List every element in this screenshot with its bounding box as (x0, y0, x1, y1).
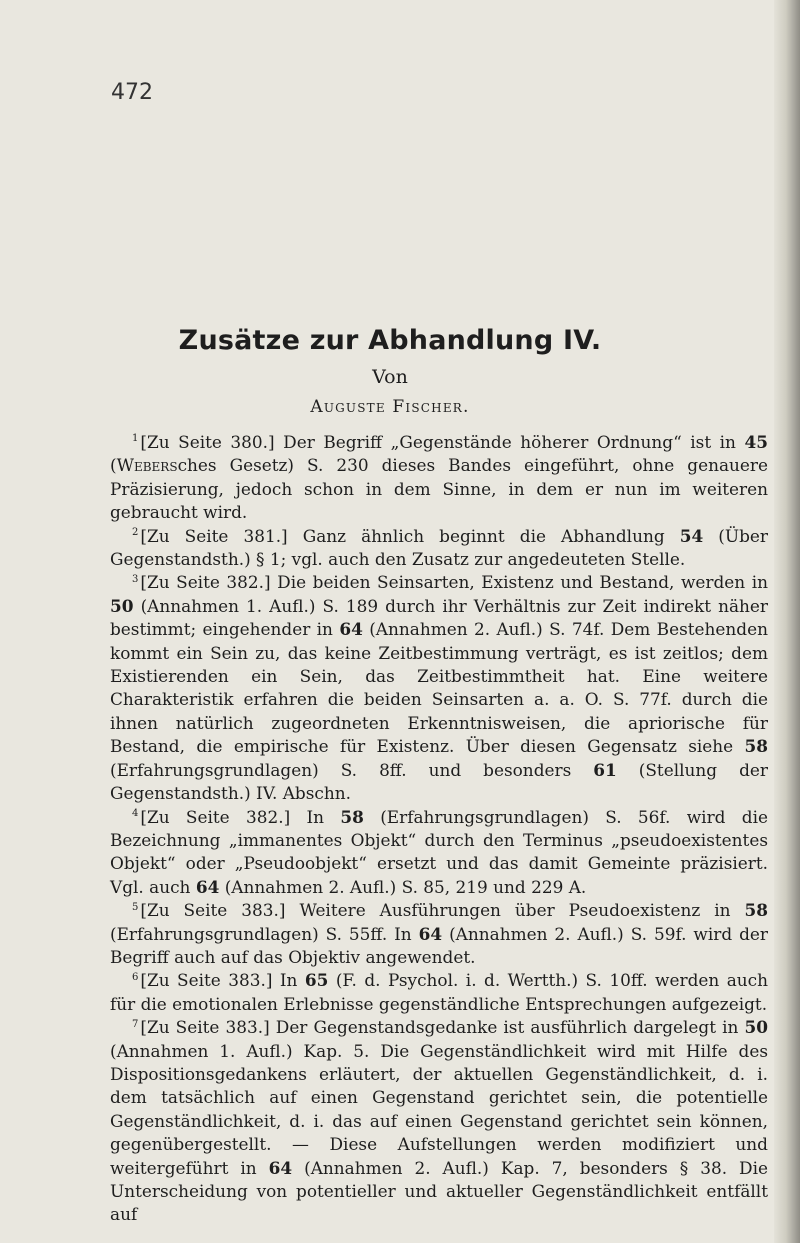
note-ref-number: 61 (593, 759, 617, 780)
note-text: (Erfahrungsgrundlagen) S. 8ff. und besonders (110, 759, 594, 780)
note-number: 7 (132, 1018, 139, 1030)
note-text: [Zu Seite 382.] Die beiden Seinsarten, Existenz und Bestand, werden in (140, 572, 768, 593)
byline: Von (372, 366, 408, 388)
note-6 (110, 969, 768, 1016)
note-text: [Zu Seite 380.] Der Begriff „Gegenstände höherer Ordnung“ ist in (140, 432, 745, 452)
note-ref-number: 45 (744, 432, 768, 452)
note-ref-number: 64 (339, 619, 363, 640)
note-5 (110, 899, 768, 969)
note-text: ( (110, 455, 117, 476)
chapter-title: Zusätze zur Abhandlung IV. (178, 325, 602, 356)
note-text: (Erfahrungsgrundlagen) S. 56f. wird die Bezeichnung „immanentes Objekt“ durch den Terminus „pseudoexistentes Objekt“ oder „Pseudoobjekt“ ersetzt und das damit Gemeinte präzisiert. Vgl. auch (110, 806, 769, 897)
note-text: (Annahmen 2. Aufl.) S. 85, 219 und 229 A. (219, 876, 587, 897)
note-ref-number: 64 (418, 923, 443, 944)
note-text: (F. d. Psychol. i. d. Wertth.) S. 10ff. werden auch für die emotionalen Erlebnisse gegenständliche Entsprechungen aufgezeigt. (110, 970, 768, 1014)
note-ref-number: 50 (110, 595, 134, 616)
note-text: (Annahmen 2. Aufl.) S. 74f. Dem Bestehenden kommt ein Sein zu, das keine Zeitbestimmung verträgt, es ist zeitlos; dem Existierenden ein Sein, das Zeitbestimmtheit hat. Eine weitere Charakteristik erfahren die beiden Seinsarten a. a. O. S. 77f. durch die ihnen natürlich zugeordneten Erkenntnisweisen, die apriorische für Bestand, die empirische für Existenz. Über diesen Gegensatz siehe (110, 619, 768, 757)
note-number: 1 (132, 433, 139, 445)
page-number: 472 (111, 80, 153, 105)
author-name: Auguste Fischer. (310, 397, 470, 417)
note-ref-number: 58 (744, 900, 768, 921)
note-text: [Zu Seite 381.] Ganz ähnlich beginnt die Abhandlung (140, 525, 680, 546)
note-text: [Zu Seite 383.] Der Gegenstandsgedanke ist ausführlich dargelegt in (140, 1017, 745, 1038)
note-number: 2 (132, 527, 139, 538)
note-ref-number: 50 (744, 1017, 768, 1038)
note-number: 6 (132, 971, 139, 983)
note-ref-number: 54 (679, 525, 704, 546)
note-number: 3 (132, 573, 139, 585)
note-number: 5 (132, 901, 139, 913)
note-4 (110, 806, 768, 900)
page-edge-shadow (774, 0, 800, 1243)
note-2 (110, 525, 768, 572)
note-ref-number: 65 (304, 970, 329, 991)
note-3 (110, 571, 768, 805)
note-text: (Annahmen 1. Aufl.) Kap. 5. Die Gegenständlichkeit wird mit Hilfe des Dispositionsgedankens erläutert, der aktuellen Gegenständlichkeit, d. i. dem tatsächlich auf einen Gegenstand gerichtet sein, die potentielle Gegenständlichkeit, d. i. das auf einen Gegenstand gerichtet sein können, gegenübergestellt. — Diese Aufstellungen werden modifiziert und weitergeführt in (110, 1040, 768, 1178)
note-text: (Annahmen 1. Aufl.) S. 189 durch ihr Verhältnis zur Zeit indirekt näher bestimmt; eingehender in (110, 595, 768, 640)
note-number: 4 (132, 807, 139, 819)
note-text: (Annahmen 2. Aufl.) S. 59f. wird der Begriff auch auf das Objektiv angewendet. (110, 923, 768, 967)
note-text: (Erfahrungsgrundlagen) S. 55ff. In (110, 923, 419, 944)
note-ref-number: 64 (268, 1157, 293, 1178)
note-text: [Zu Seite 382.] In (140, 806, 341, 827)
note-text: [Zu Seite 383.] Weitere Ausführungen über Pseudoexistenz in (140, 900, 745, 921)
note-text: ches Gesetz) S. 230 dieses Bandes eingeführt, ohne genauere Präzisierung, jedoch schon in dem Sinne, in dem er nun im weiteren gebraucht wird. (110, 455, 768, 523)
note-text: (Annahmen 2. Aufl.) Kap. 7, besonders § 38. Die Unterscheidung von potentieller und aktueller Gegenständlichkeit entfällt auf (110, 1157, 768, 1225)
notes-section (110, 431, 768, 1227)
note-text: (Stellung der Gegenstandsth.) IV. Abschn. (110, 759, 768, 804)
note-text: (Über Gegenstandsth.) § 1; vgl. auch den Zusatz zur angedeuteten Stelle. (110, 525, 769, 570)
note-1 (110, 431, 768, 525)
note-ref-number: 58 (340, 806, 364, 827)
note-text: [Zu Seite 383.] In (140, 970, 305, 991)
note-ref-number: 64 (195, 876, 220, 897)
note-text: Webers (116, 455, 178, 476)
note-7 (110, 1016, 768, 1227)
note-ref-number: 58 (744, 736, 768, 757)
